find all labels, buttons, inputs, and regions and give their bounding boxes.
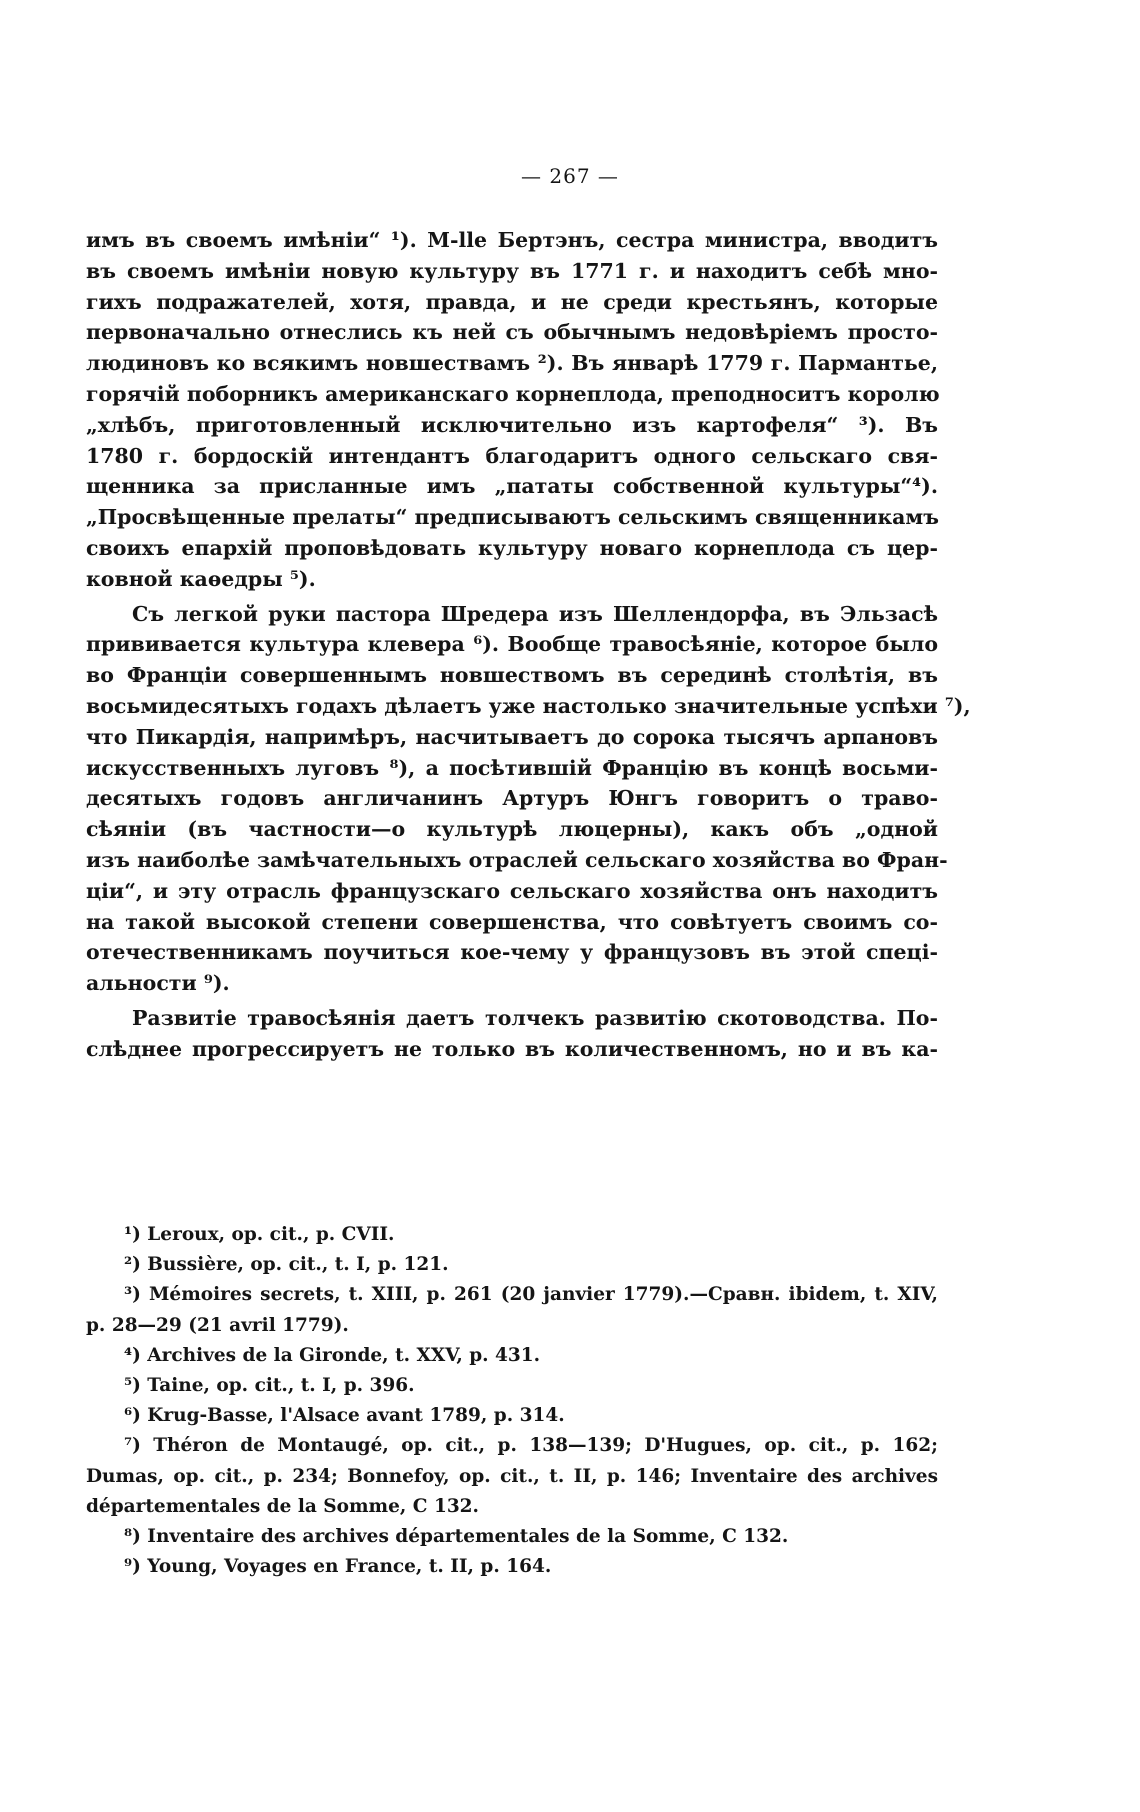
paragraph-3: [86, 1003, 938, 1065]
text-line: ціи“, и эту отрасль французскаго сельскаго хозяйства онъ находитъ: [86, 878, 938, 903]
text-line: горячій поборникъ американскаго корнеплода, преподноситъ королю: [86, 381, 940, 406]
text-line: десятыхъ годовъ англичанинъ Артуръ Юнгъ говоритъ о траво-: [86, 786, 938, 811]
footnote-9: ⁹) Young, Voyages en France, t. II, p. 164.: [124, 1556, 552, 1578]
footnote-7-continued: Dumas, op. cit., p. 234; Bonnefoy, op. cit., t. II, p. 146; Inventaire des archives: [86, 1465, 938, 1487]
text-line: Развитіе травосѣянія даетъ толчекъ развитію скотоводства. По-: [132, 1005, 938, 1030]
footnote-1: ¹) Leroux, op. cit., p. CVII.: [124, 1224, 395, 1245]
text-line: „хлѣбъ, приготовленный исключительно изъ картофеля“ ³). Въ: [86, 412, 938, 437]
text-line: 1780 г. бордоскій интендантъ благодаритъ одного сельскаго свя-: [86, 443, 938, 468]
paragraph-1: [86, 225, 938, 595]
footnote-7-end: départementales de la Somme, C 132.: [86, 1495, 479, 1517]
text-line: своихъ епархій проповѣдовать культуру новаго корнеплода съ цер-: [86, 535, 938, 560]
text-line: восьмидесятыхъ годахъ дѣлаетъ уже настолько значительные успѣхи ⁷),: [86, 693, 971, 718]
text-line: Съ легкой руки пастора Шредера изъ Шеллендорфа, въ Эльзасѣ: [132, 601, 938, 626]
text-line: на такой высокой степени совершенства, что совѣтуетъ своимъ со-: [86, 909, 938, 934]
footnotes: [86, 1220, 938, 1582]
paragraph-2: [86, 599, 971, 999]
page-number: — 267 —: [521, 164, 619, 188]
footnote-3-continued: p. 28—29 (21 avril 1779).: [86, 1314, 349, 1336]
footnote-3: ³) Mémoires secrets, t. XIII, p. 261 (20 janvier 1779).—Сравн. ibidem, t. XIV,: [124, 1284, 938, 1306]
text-line: людиновъ ко всякимъ новшествамъ ²). Въ январѣ 1779 г. Пармантье,: [86, 351, 938, 376]
footnote-7: ⁷) Théron de Montaugé, op. cit., p. 138—139; D'Hugues, op. cit., p. 162;: [124, 1435, 938, 1457]
text-line: первоначально отнеслись къ ней съ обычнымъ недовѣріемъ просто-: [86, 320, 938, 345]
text-line: искусственныхъ луговъ ⁸), а посѣтившій Францію въ концѣ восьми-: [86, 755, 938, 780]
footnote-5: ⁵) Taine, op. cit., t. I, p. 396.: [124, 1374, 415, 1396]
footnote-2: ²) Bussière, op. cit., t. I, p. 121.: [124, 1254, 449, 1276]
text-line: что Пикардія, напримѣръ, насчитываетъ до сорока тысячъ арпановъ: [86, 724, 938, 749]
footnote-8: ⁸) Inventaire des archives départementales de la Somme, C 132.: [124, 1525, 789, 1547]
text-line: ковной каѳедры ⁵).: [86, 566, 316, 591]
text-line: прививается культура клевера ⁶). Вообще травосѣяніе, которое было: [86, 632, 938, 657]
text-line: имъ въ своемъ имѣніи“ ¹). M-lle Бертэнъ, сестра министра, вводитъ: [86, 228, 938, 252]
text-line: въ своемъ имѣніи новую культуру въ 1771 г. и находитъ себѣ мно-: [86, 258, 938, 283]
footnote-6: ⁶) Krug-Basse, l'Alsace avant 1789, p. 314.: [124, 1405, 565, 1427]
body-text: [86, 225, 971, 1069]
text-line: щенника за присланные имъ „пататы собственной культуры“⁴).: [86, 474, 938, 499]
text-line: слѣднее прогрессируетъ не только въ количественномъ, но и въ ка-: [86, 1036, 938, 1061]
text-line: сѣяніи (въ частности—о культурѣ люцерны), какъ объ „одной: [86, 817, 938, 842]
text-line: гихъ подражателей, хотя, правда, и не среди крестьянъ, которые: [86, 289, 938, 314]
text-line: во Франціи совершеннымъ новшествомъ въ серединѣ столѣтія, въ: [86, 663, 938, 688]
text-line: „Просвѣщенные прелаты“ предписываютъ сельскимъ священникамъ: [86, 505, 939, 530]
text-line: отечественникамъ поучиться кое-чему у французовъ въ этой спеці-: [86, 940, 938, 965]
text-line: изъ наиболѣе замѣчательныхъ отраслей сельскаго хозяйства во Фран-: [86, 847, 948, 872]
text-line: альности ⁹).: [86, 971, 230, 996]
footnote-4: ⁴) Archives de la Gironde, t. XXV, p. 431.: [124, 1344, 541, 1366]
